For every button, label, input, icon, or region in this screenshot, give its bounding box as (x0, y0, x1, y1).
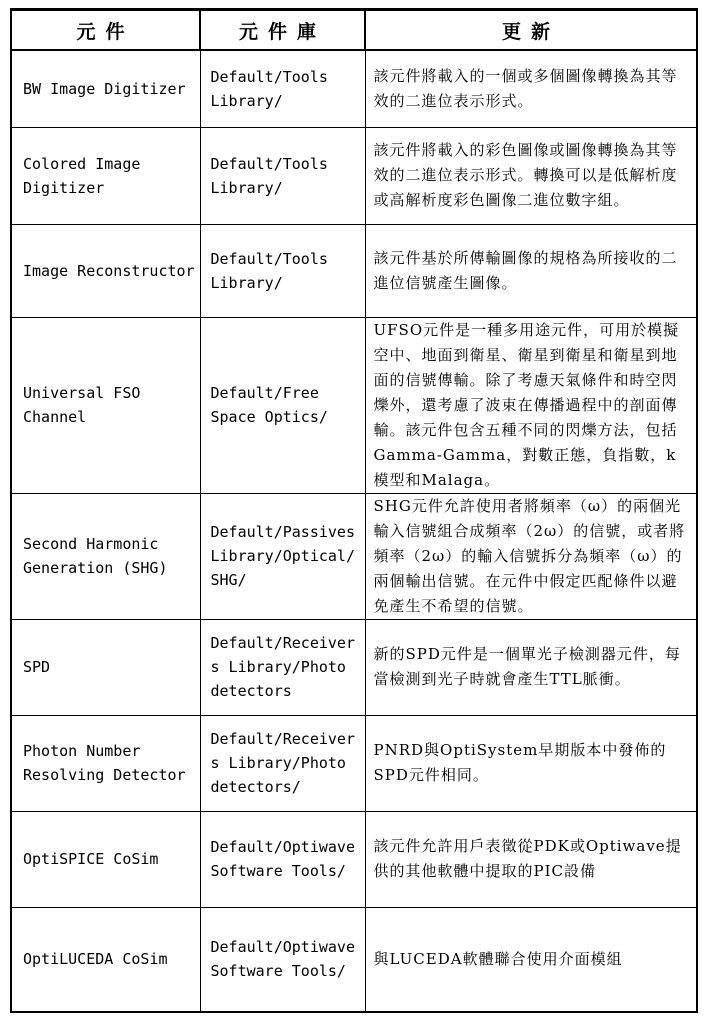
library-cell: Default/Receivers Library/Photo detectors/ (200, 715, 365, 811)
library-cell: Default/Tools Library/ (200, 224, 365, 317)
table-row (11, 317, 697, 493)
update-cell: 該元件將載入的一個或多個圖像轉換為其等效的二進位表示形式。 (365, 50, 697, 127)
component-cell: OptiLUCEDA CoSim (11, 907, 200, 1012)
update-cell: 該元件允許用戶表徵從PDK或Optiwave提供的其他軟體中提取的PIC設備 (365, 811, 697, 907)
component-cell: SPD (11, 619, 200, 715)
update-cell: PNRD與OptiSystem早期版本中發佈的SPD元件相同。 (365, 715, 697, 811)
update-cell: UFSO元件是一種多用途元件，可用於模擬空中、地面到衛星、衛星到衛星和衛星到地面的信號傳輸。除了考慮天氣條件和時空閃爍外，還考慮了波束在傳播過程中的剖面傳輸。該元件包含五種不同的閃爍方法，包括Gamma-Gamma，對數正態，負指數，k模型和Malaga。 (365, 317, 697, 493)
component-update-table-container (10, 8, 696, 1013)
component-cell: Second Harmonic Generation (SHG) (11, 493, 200, 619)
table-row (11, 127, 697, 224)
update-cell: 與LUCEDA軟體聯合使用介面模組 (365, 907, 697, 1012)
library-cell: Default/Receivers Library/Photo detectors (200, 619, 365, 715)
table-row (11, 811, 697, 907)
library-cell: Default/Optiwave Software Tools/ (200, 907, 365, 1012)
library-cell: Default/Tools Library/ (200, 127, 365, 224)
table-body (11, 50, 697, 1012)
library-cell: Default/Free Space Optics/ (200, 317, 365, 493)
update-cell: 該元件基於所傳輸圖像的規格為所接收的二進位信號產生圖像。 (365, 224, 697, 317)
header-update: 更新 (365, 10, 697, 51)
table-header (11, 10, 697, 51)
header-row (11, 10, 697, 51)
header-library: 元件庫 (200, 10, 365, 51)
table-row (11, 50, 697, 127)
library-cell: Default/Passives Library/Optical/ SHG/ (200, 493, 365, 619)
table-row (11, 619, 697, 715)
component-cell: Colored Image Digitizer (11, 127, 200, 224)
update-cell: SHG元件允許使用者將頻率（ω）的兩個光輸入信號組合成頻率（2ω）的信號，或者將頻率（2ω）的輸入信號拆分為頻率（ω）的兩個輸出信號。在元件中假定匹配條件以避免產生不希望的信號。 (365, 493, 697, 619)
update-cell: 該元件將載入的彩色圖像或圖像轉換為其等效的二進位表示形式。轉換可以是低解析度或高解析度彩色圖像二進位數字組。 (365, 127, 697, 224)
header-component: 元件 (11, 10, 200, 51)
table-row (11, 224, 697, 317)
component-cell: Photon Number Resolving Detector (11, 715, 200, 811)
component-cell: OptiSPICE CoSim (11, 811, 200, 907)
update-cell: 新的SPD元件是一個單光子檢測器元件，每當檢測到光子時就會產生TTL脈衝。 (365, 619, 697, 715)
library-cell: Default/Tools Library/ (200, 50, 365, 127)
table-row (11, 493, 697, 619)
table-row (11, 715, 697, 811)
component-update-table (10, 8, 698, 1013)
component-cell: BW Image Digitizer (11, 50, 200, 127)
table-row (11, 907, 697, 1012)
component-cell: Universal FSO Channel (11, 317, 200, 493)
library-cell: Default/Optiwave Software Tools/ (200, 811, 365, 907)
component-cell: Image Reconstructor (11, 224, 200, 317)
